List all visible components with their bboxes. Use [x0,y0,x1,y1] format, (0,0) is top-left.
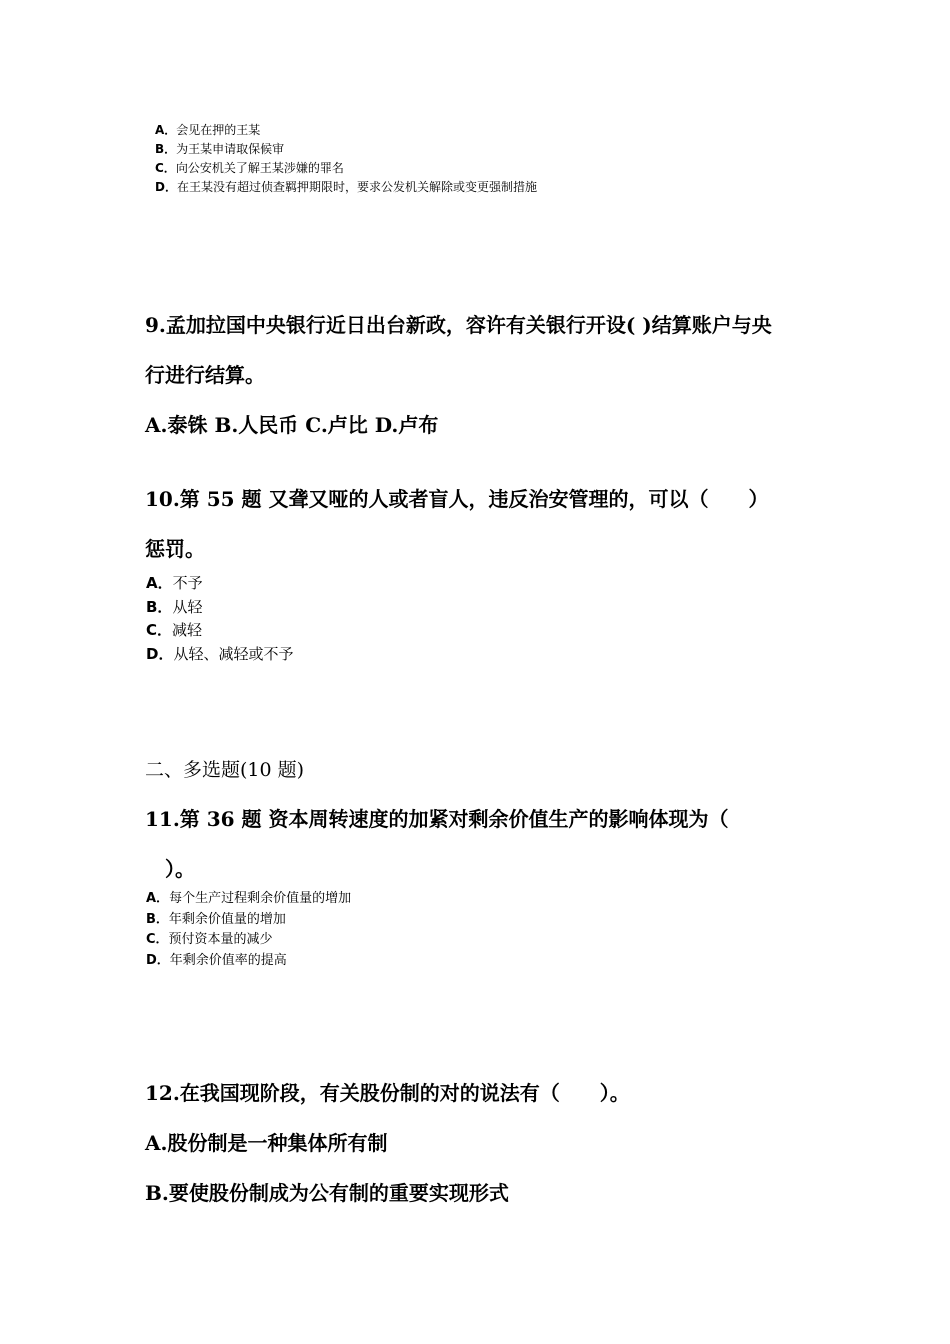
q8-option-b: B．为王某申请取保候审 [155,142,285,156]
q11-option-d: D．年剩余价值率的提高 [146,953,287,969]
q9 [145,300,825,450]
q10-stem-line1: 10.第 55 题 又聋又哑的人或者盲人，违反治安管理的，可以（ ） [145,487,769,511]
q8-options [145,121,825,197]
q10-options [145,572,825,666]
section-2-title: 二、多选题(10 题) [145,759,305,781]
q11-option-b: B．年剩余价值量的增加 [146,911,286,927]
q11-stem-line2: ）。 [165,857,195,881]
q9-options: A.泰铢 B.人民币 C.卢比 D.卢布 [145,413,439,437]
q8-option-a: A．会见在押的王某 [155,123,261,137]
q12 [145,1068,825,1218]
q11-option-c: C．预付资本量的减少 [146,932,273,948]
q10-option-d: D．从轻、减轻或不予 [146,644,294,663]
q12-option-b: B.要使股份制成为公有制的重要实现形式 [145,1181,509,1205]
section-2 [145,755,825,785]
q11 [145,794,825,894]
q9-stem-line2: 行进行结算。 [145,363,265,387]
q10-stem-line2: 惩罚。 [145,537,205,561]
q8-option-d: D．在王某没有超过侦查羁押期限时，要求公发机关解除或变更强制措施 [155,180,537,194]
q12-stem: 12.在我国现阶段，有关股份制的对的说法有（ ）。 [145,1081,630,1105]
q8-option-c: C．向公安机关了解王某涉嫌的罪名 [155,161,344,175]
q11-stem-line1: 11.第 36 题 资本周转速度的加紧对剩余价值生产的影响体现为（ [145,807,729,831]
q10 [145,474,825,574]
q11-option-a: A．每个生产过程剩余价值量的增加 [146,891,352,906]
q11-options [145,889,825,972]
q12-option-a: A.股份制是一种集体所有制 [145,1131,388,1155]
q9-stem-line1: 9.孟加拉国中央银行近日出台新政，容许有关银行开设( )结算账户与央 [145,313,772,337]
q10-option-c: C．减轻 [146,621,203,639]
q10-option-a: A．不予 [146,574,203,592]
q10-option-b: B．从轻 [146,597,203,616]
